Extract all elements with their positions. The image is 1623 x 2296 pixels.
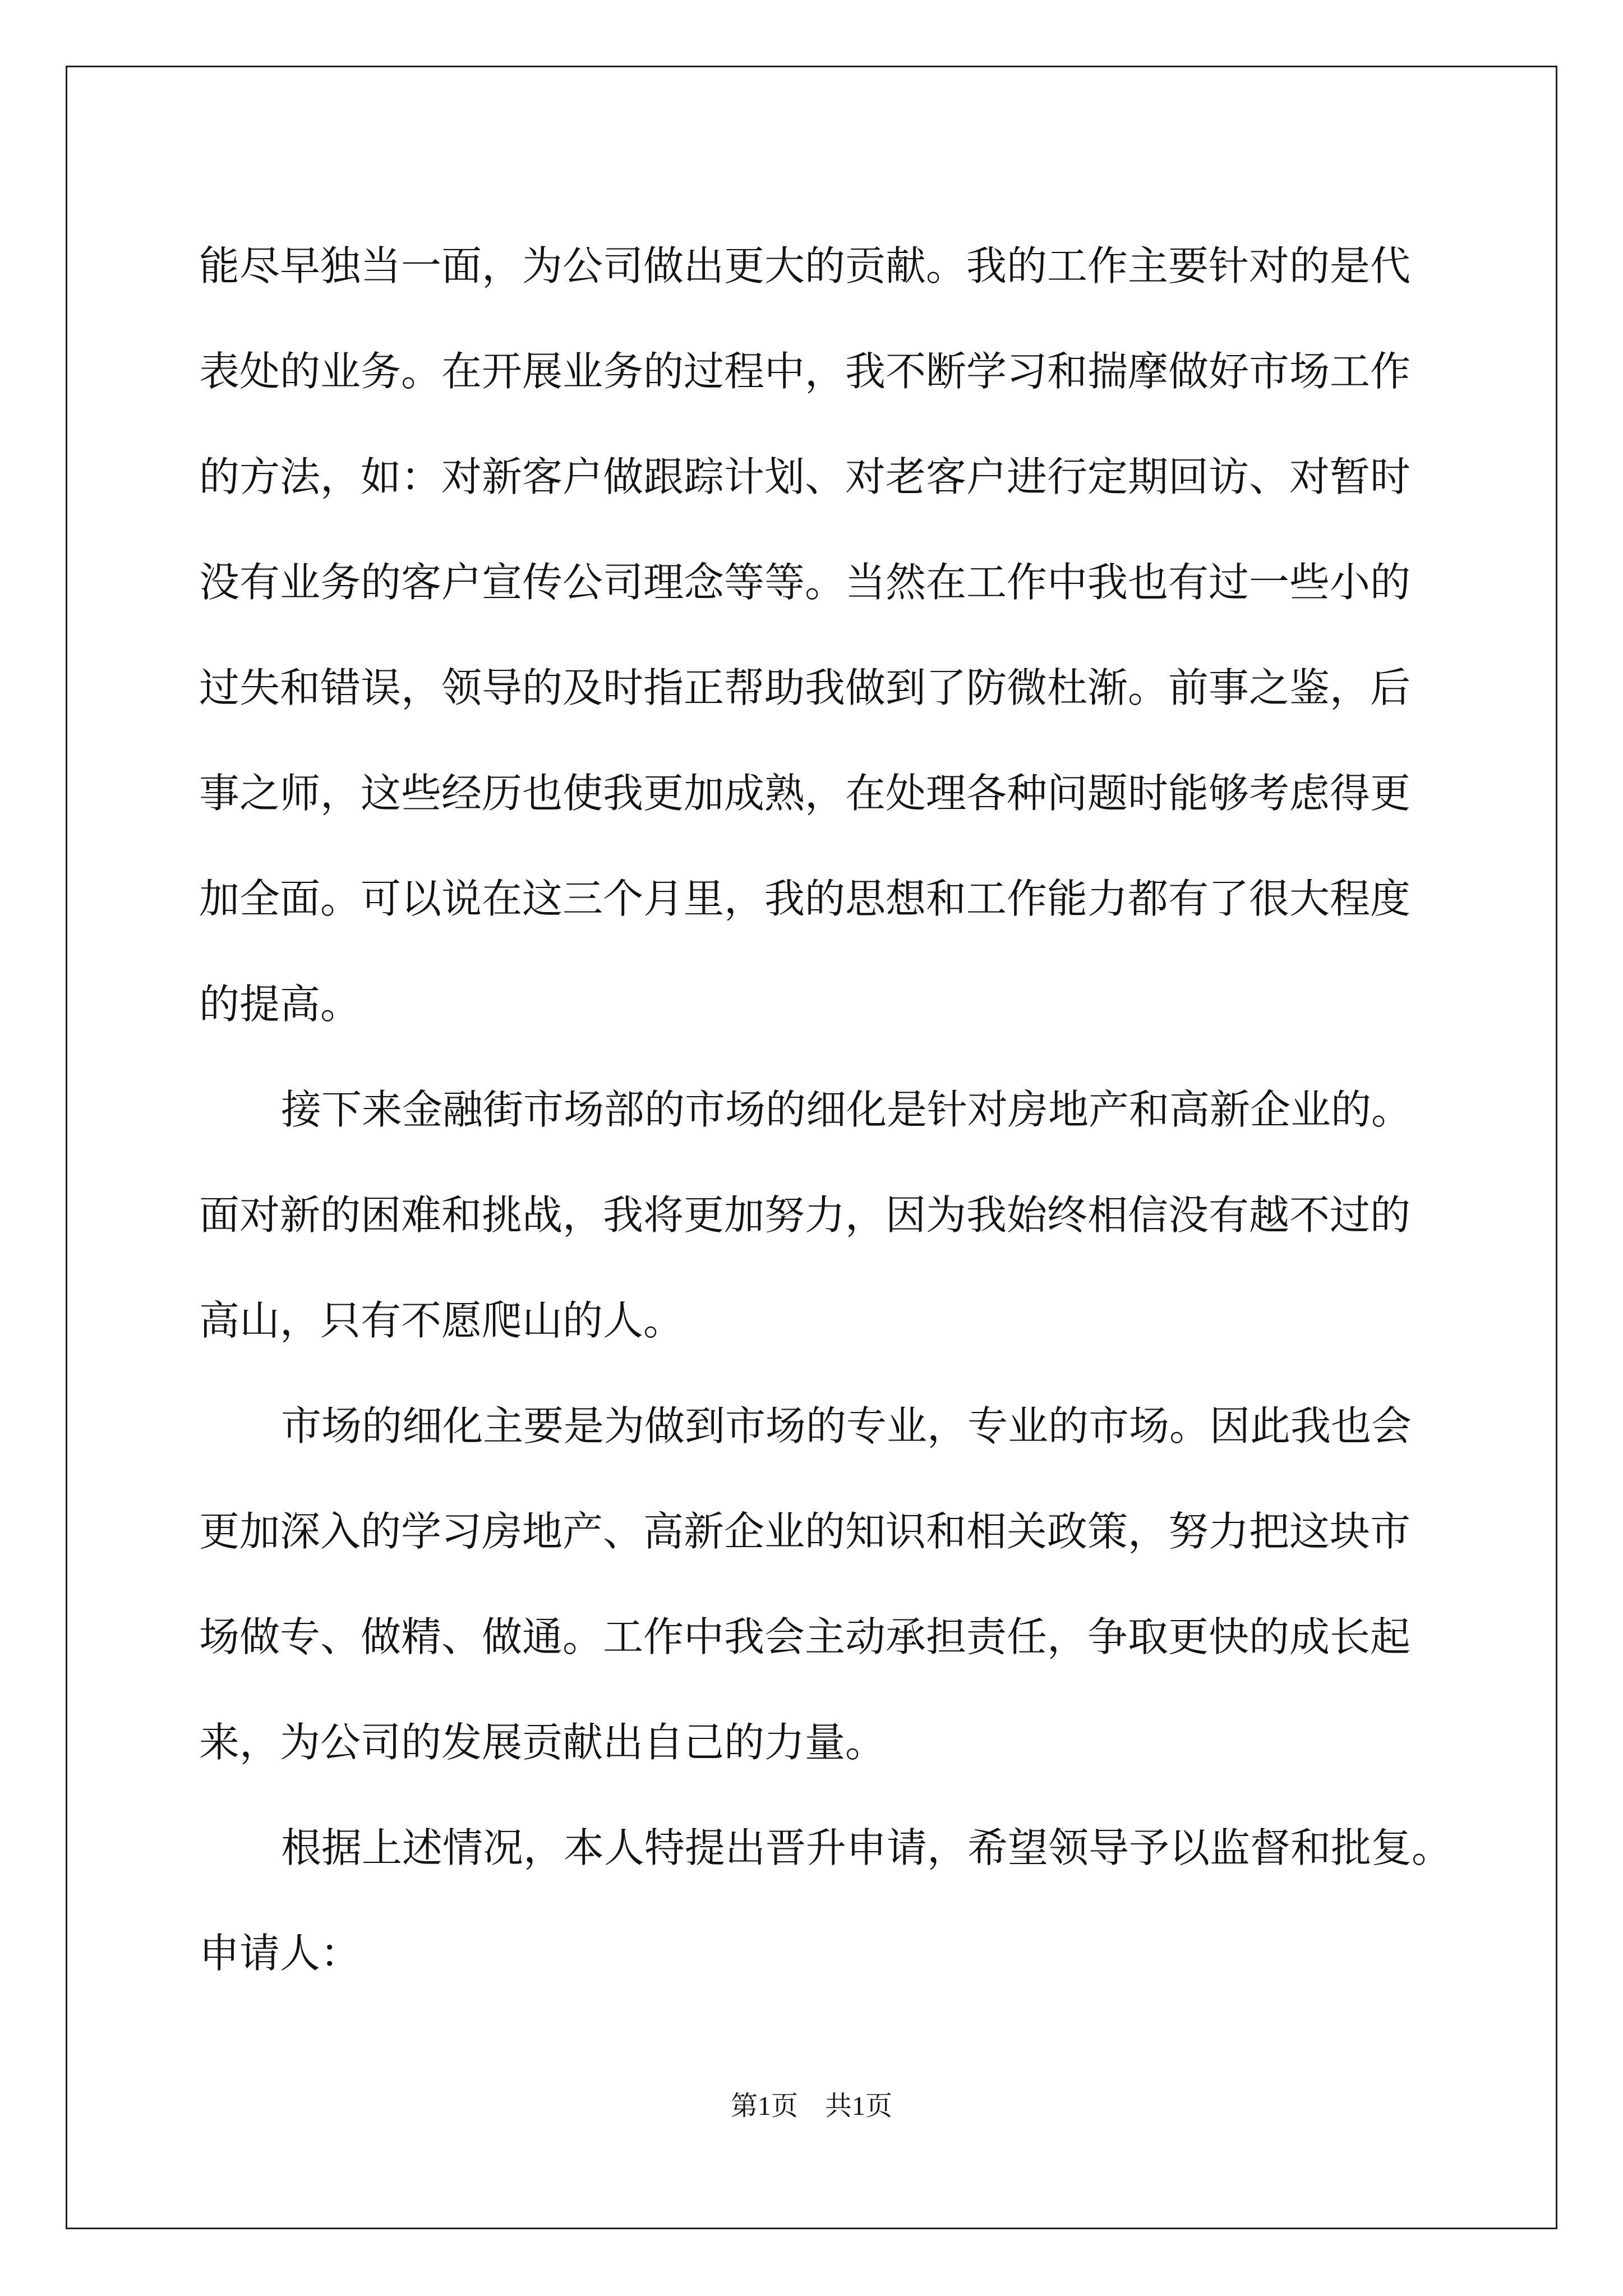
text-line: 申请人： <box>199 1930 361 1977</box>
text-line: 事之师，这些经历也使我更加成熟，在处理各种问题时能够考虑得更 <box>199 770 1411 817</box>
text-line: 高山，只有不愿爬山的人。 <box>199 1297 684 1344</box>
text-line: 加全面。可以说在这三个月里，我的思想和工作能力都有了很大程度 <box>199 875 1411 922</box>
text-line: 没有业务的客户宣传公司理念等等。当然在工作中我也有过一些小的 <box>199 559 1411 606</box>
text-line: 场做专、做精、做通。工作中我会主动承担责任，争取更快的成长起 <box>199 1613 1411 1660</box>
text-line: 的方法，如：对新客户做跟踪计划、对老客户进行定期回访、对暂时 <box>199 453 1411 500</box>
text-line: 的提高。 <box>199 981 361 1028</box>
text-line: 市场的细化主要是为做到市场的专业，专业的市场。因此我也会 <box>281 1402 1412 1450</box>
text-line: 表处的业务。在开展业务的过程中，我不断学习和揣摩做好市场工作 <box>199 348 1411 395</box>
text-line: 能尽早独当一面，为公司做出更大的贡献。我的工作主要针对的是代 <box>199 242 1411 289</box>
text-line: 来，为公司的发展贡献出自己的力量。 <box>199 1719 886 1766</box>
text-line: 面对新的困难和挑战，我将更加努力，因为我始终相信没有越不过的 <box>199 1191 1411 1239</box>
text-line: 接下来金融街市场部的市场的细化是针对房地产和高新企业的。 <box>281 1086 1412 1133</box>
text-line: 更加深入的学习房地产、高新企业的知识和相关政策，努力把这块市 <box>199 1508 1411 1555</box>
document-body <box>199 213 1453 2006</box>
text-line: 过失和错误，领导的及时指正帮助我做到了防微杜渐。前事之鉴，后 <box>199 664 1411 711</box>
page-footer: 第1页 共1页 <box>730 2091 892 2121</box>
text-line: 根据上述情况，本人特提出晋升申请，希望领导予以监督和批复。 <box>281 1824 1453 1871</box>
